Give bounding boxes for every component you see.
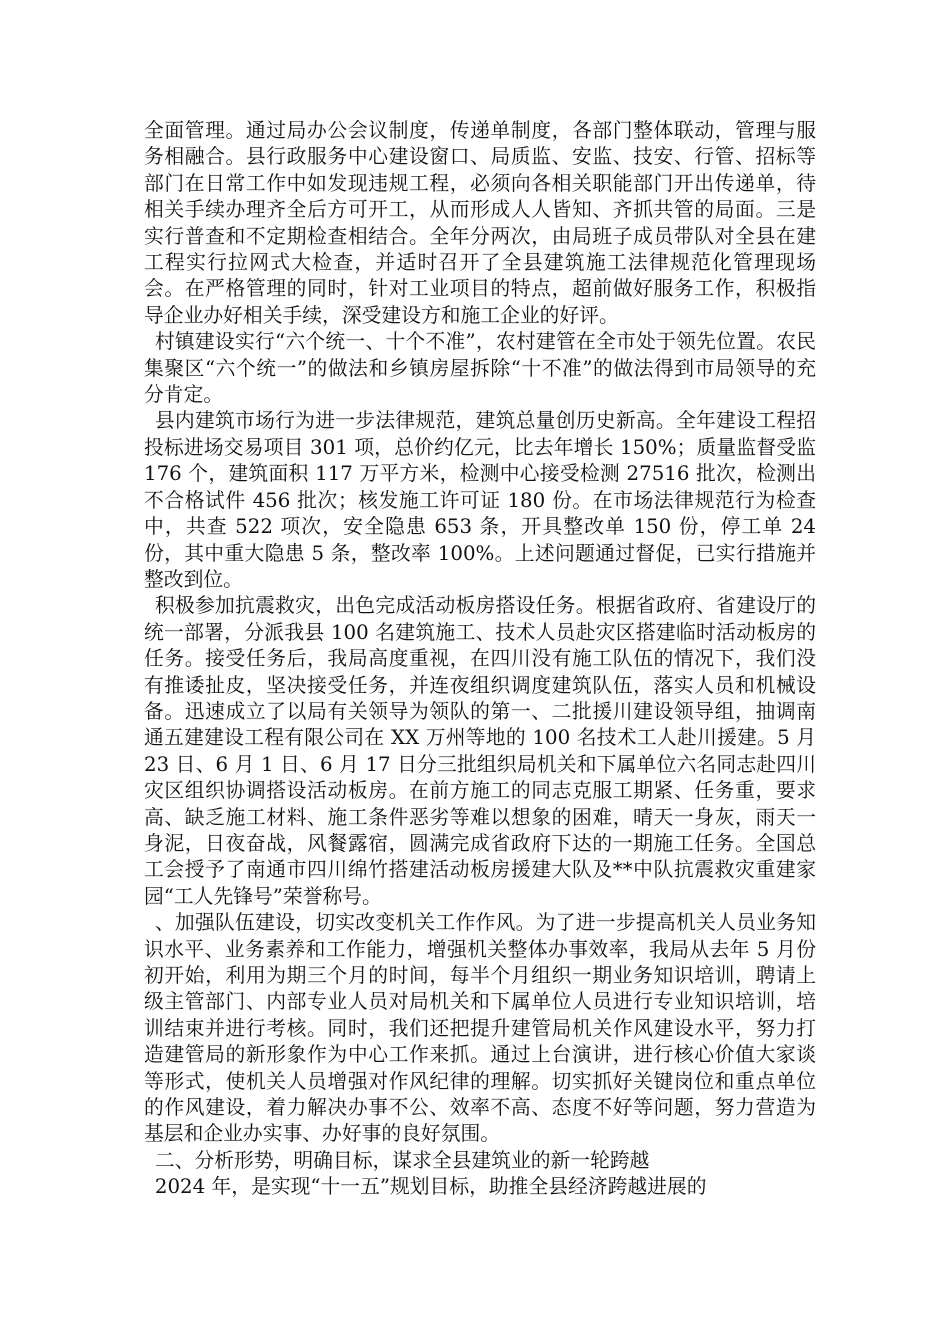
paragraph-2024: 2024 年，是实现“十一五”规划目标，助推全县经济跨越进展的 [154,1175,707,1199]
section-heading-two: 二、分析形势，明确目标，谋求全县建筑业的新一轮跨越 [154,1148,650,1172]
paragraph-construction-market: 县内建筑市场行为进一步法律规范，建筑总量创历史新高。全年建设工程招投标进场交易项目 301 项，总价约亿元，比去年增长 150%；质量监督受监 176 个，建筑面积 117 万平方米，检测中心接受检测 27516 批次，检测出不合格试件 456 批次；核发施工许可证 180 份。在市场法律规范行为检查中，共查 522 项次，安全隐患 653 条，开具整改单 150 份，停工单 24 份，其中重大隐患 5 条，整改率 100%。上述问题通过督促，已实行措施并整改到位。 [144,409,816,591]
paragraph-village-construction: 村镇建设实行“六个统一、十个不准”，农村建管在全市处于领先位置。农民集聚区“六个统一”的做法和乡镇房屋拆除“十不准”的做法得到市局领导的充分肯定。 [144,330,816,407]
paragraph-management: 全面管理。通过局办公会议制度，传递单制度，各部门整体联动，管理与服务相融合。县行政服务中心建设窗口、局质监、安监、技安、行管、招标等部门在日常工作中如发现违规工程，必须向各相关职能部门开出传递单，待相关手续办理齐全后方可开工，从而形成人人皆知、齐抓共管的局面。三是实行普查和不定期检查相结合。全年分两次，由局班子成员带队对全县在建工程实行拉网式大检查，并适时召开了全县建筑施工法律规范化管理现场会。在严格管理的同时，针对工业项目的特点，超前做好服务工作，积极指导企业办好相关手续，深受建设方和施工企业的好评。 [144,119,816,327]
paragraph-team-building: 、加强队伍建设，切实改变机关工作作风。为了进一步提高机关人员业务知识水平、业务素养和工作能力，增强机关整体办事效率，我局从去年 5 月份初开始，利用为期三个月的时间，每半个月组织一期业务知识培训，聘请上级主管部门、内部专业人员对局机关和下属单位人员进行专业知识培训，培训结束并进行考核。同时，我们还把提升建管局机关作风建设水平，努力打造建管局的新形象作为中心工作来抓。通过上台演讲，进行核心价值大家谈等形式，使机关人员增强对作风纪律的理解。切实抓好关键岗位和重点单位的作风建设，着力解决办事不公、效率不高、态度不好等问题，努力营造为基层和企业办实事、办好事的良好氛围。 [144,911,816,1146]
document-page [144,118,816,1201]
paragraph-earthquake-relief: 积极参加抗震救灾，出色完成活动板房搭设任务。根据省政府、省建设厅的统一部署，分派我县 100 名建筑施工、技术人员赴灾区搭建临时活动板房的任务。接受任务后，我局高度重视，在四川没有施工队伍的情况下，我们没有推诿扯皮，坚决接受任务，并连夜组织调度建筑队伍，落实人员和机械设备。迅速成立了以局有关领导为领队的第一、二批援川建设领导组，抽调南通五建建设工程有限公司在 XX 万州等地的 100 名技术工人赴川援建。5 月 23 日、6 月 1 日、6 月 17 日分三批组织局机关和下属单位六名同志赴四川灾区组织协调搭设活动板房。在前方施工的同志克服工期紧、任务重，要求高、缺乏施工材料、施工条件恶劣等难以想象的困难，晴天一身灰，雨天一身泥，日夜奋战，风餐露宿，圆满完成省政府下达的一期施工任务。全国总工会授予了南通市四川绵竹搭建活动板房援建大队及**中队抗震救灾重建家园“工人先锋号”荣誉称号。 [144,594,816,908]
